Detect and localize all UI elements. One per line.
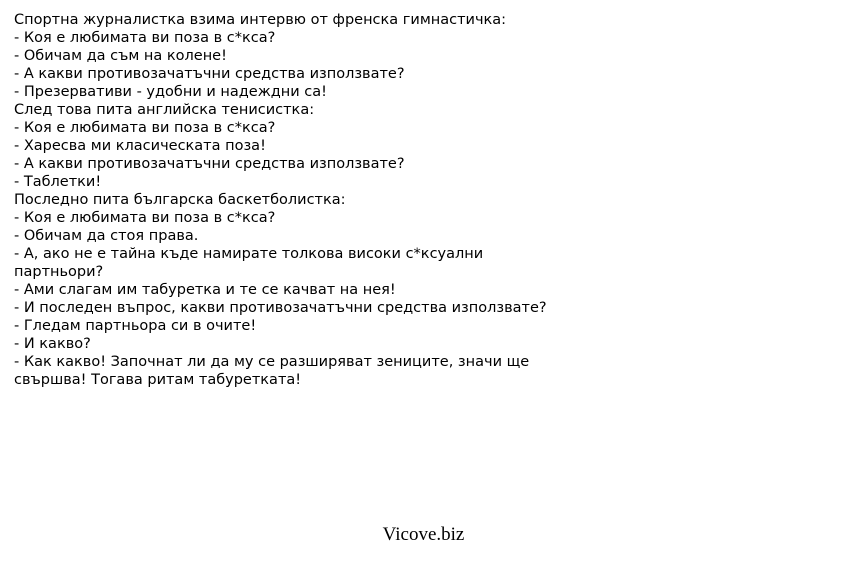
joke-line: - А, ако не е тайна къде намирате толкова високи с*ксуални партньори? (14, 246, 484, 280)
joke-line: - А какви противозачатъчни средства използвате? (14, 66, 405, 82)
joke-line: - Таблетки! (14, 174, 102, 190)
joke-line: - А какви противозачатъчни средства използвате? (14, 156, 405, 172)
joke-line: - Ами слагам им табуретка и те се качват на нея! (14, 282, 396, 298)
joke-line: - Харесва ми класическата поза! (14, 138, 266, 154)
joke-line: - Обичам да стоя права. (14, 228, 199, 244)
joke-line: - Как какво! Започнат ли да му се разширяват зениците, значи ще свършва! Тогава ритам табуретката! (14, 354, 530, 388)
joke-line: - И какво? (14, 336, 91, 352)
joke-line: - Коя е любимата ви поза в с*кса? (14, 120, 276, 136)
joke-line: - Обичам да съм на колене! (14, 48, 227, 64)
joke-text (14, 11, 574, 389)
joke-line: - И последен въпрос, какви противозачатъчни средства използвате? (14, 300, 547, 316)
joke-line: - Коя е любимата ви поза в с*кса? (14, 210, 276, 226)
joke-line: Спортна журналистка взима интервю от френска гимнастичка: (14, 12, 507, 28)
joke-line: - Презервативи - удобни и надеждни са! (14, 84, 327, 100)
joke-line: След това пита английска тенисистка: (14, 102, 315, 118)
joke-line: Последно пита българска баскетболистка: (14, 192, 346, 208)
joke-line: - Гледам партньора си в очите! (14, 318, 257, 334)
site-watermark: Vicove.biz (382, 524, 465, 545)
joke-line: - Коя е любимата ви поза в с*кса? (14, 30, 276, 46)
